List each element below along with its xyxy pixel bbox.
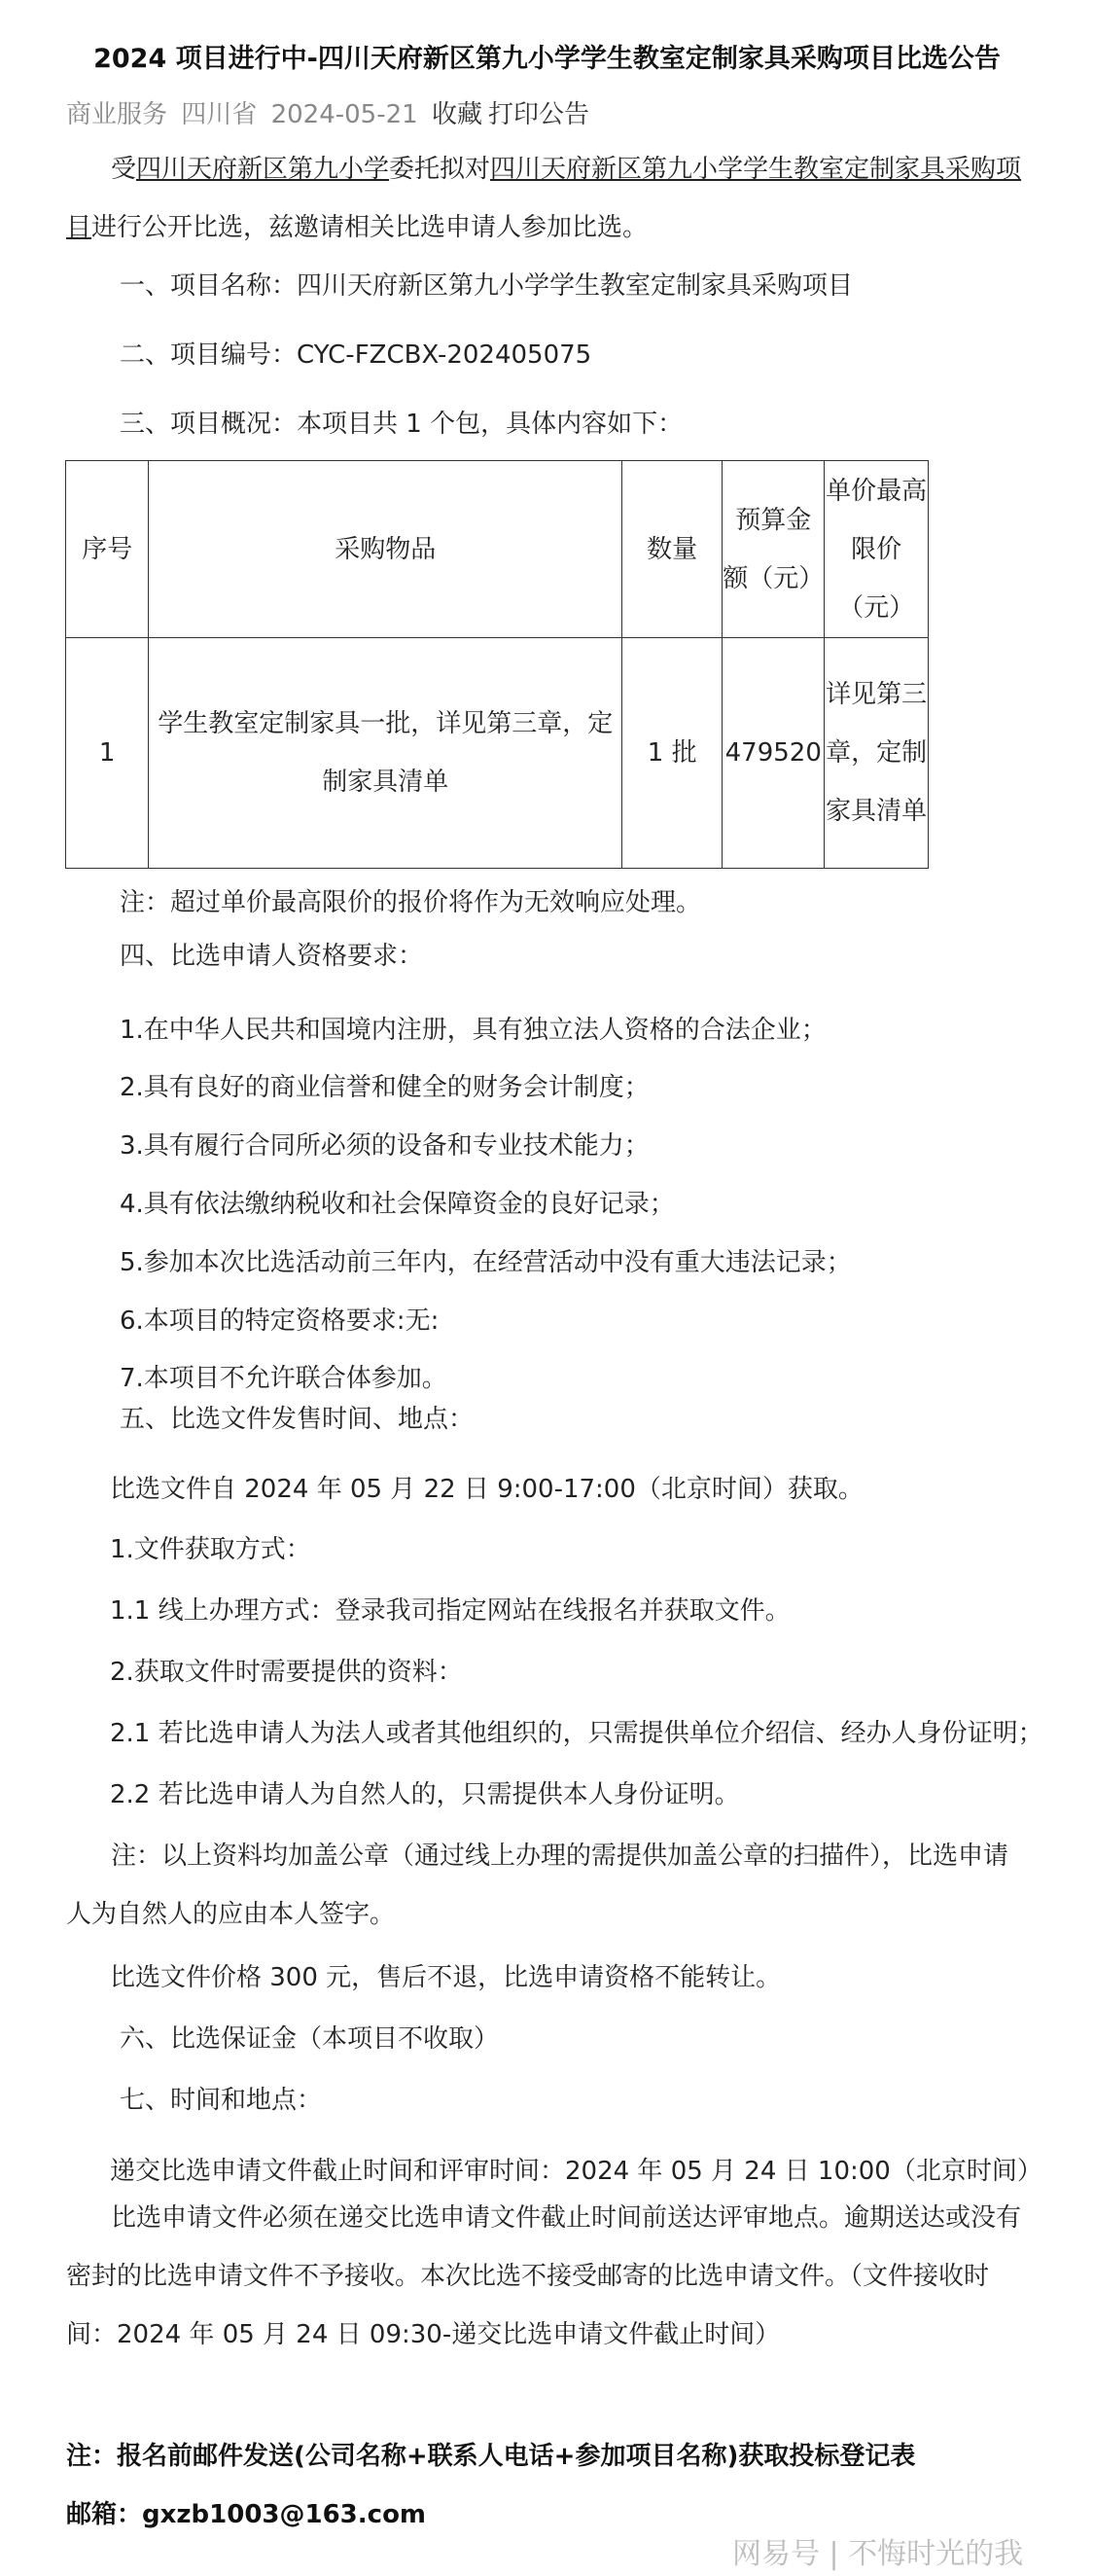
docs-natural-person: 2.2 若比选申请人为自然人的，只需提供本人身份证明。 [110, 1780, 740, 1809]
docs-legal-entity: 2.1 若比选申请人为法人或者其他组织的，只需提供单位介绍信、经办人身份证明； [110, 1719, 1043, 1748]
requirement-item: 1.在中华人民共和国境内注册，具有独立法人资格的合法企业； [120, 1016, 827, 1045]
section-deposit: 六、比选保证金（本项目不收取） [120, 2024, 500, 2054]
email-line [66, 2498, 426, 2531]
col-header-budget: 预算金额（元） [723, 461, 825, 638]
obtain-online: 1.1 线上办理方式：登录我司指定网站在线报名并获取文件。 [110, 1596, 791, 1626]
intro-paragraph [66, 140, 1029, 257]
region-label: 四川省 [181, 100, 258, 129]
project-link[interactable]: 四川天府新区第九小学学生教室定制家具采购项目 [66, 155, 1022, 242]
requirement-item: 5.参加本次比选活动前三年内，在经营活动中没有重大违法记录； [120, 1248, 852, 1277]
date-label: 2024-05-21 [270, 100, 418, 129]
print-link[interactable]: 打印公告 [487, 100, 589, 129]
page-title: 2024 项目进行中-四川天府新区第九小学学生教室定制家具采购项目比选公告 [93, 44, 1001, 74]
meta-bar [66, 94, 595, 130]
requirement-item: 3.具有履行合同所必须的设备和专业技术能力； [120, 1131, 650, 1161]
obtain-method-title: 1.文件获取方式： [110, 1535, 311, 1564]
cell-limit: 详见第三章，定制家具清单 [825, 638, 929, 869]
cell-budget: 479520 [723, 638, 825, 869]
intro-text-1: 受 [111, 155, 137, 184]
docs-title: 2.获取文件时需要提供的资料： [110, 1658, 463, 1687]
price-limit-note: 注：超过单价最高限价的报价将作为无效响应处理。 [120, 888, 702, 917]
col-header-qty: 数量 [622, 461, 723, 638]
col-header-no: 序号 [66, 461, 149, 638]
seal-note: 注：以上资料均加盖公章（通过线上办理的需提供加盖公章的扫描件），比选申请人为自然人的应由本人签字。 [66, 1842, 1009, 1929]
sale-time: 比选文件自 2024 年 05 月 22 日 9:00-17:00（北京时间）获取。 [110, 1475, 864, 1504]
requirement-item: 6.本项目的特定资格要求:无: [120, 1306, 440, 1336]
email-label: 邮箱： [66, 2500, 143, 2529]
section-qualification: 四、比选申请人资格要求： [120, 942, 424, 971]
section-project-number: 二、项目编号：CYC-FZCBX-202405075 [120, 340, 592, 370]
file-price: 比选文件价格 300 元，售后不退，比选申请资格不能转让。 [110, 1963, 782, 1992]
cell-item: 学生教室定制家具一批，详见第三章，定制家具清单 [149, 638, 622, 869]
intro-text-3: 进行公开比选，兹邀请相关比选申请人参加比选。 [91, 213, 649, 242]
deadline-time: 递交比选申请文件截止时间和评审时间：2024 年 05 月 24 日 10:00（北京时间） [110, 2157, 1042, 2186]
cell-qty: 1 批 [622, 638, 723, 869]
table-header-row [66, 461, 929, 638]
col-header-item: 采购物品 [149, 461, 622, 638]
col-header-limit: 单价最高限价（元） [825, 461, 929, 638]
watermark: 网易号 | 不悔时光的我 [732, 2537, 1024, 2571]
requirement-item: 7.本项目不允许联合体参加。 [120, 1364, 447, 1393]
section-time-place: 七、时间和地点： [120, 2086, 323, 2115]
table-row [66, 638, 929, 869]
buyer-link[interactable]: 四川天府新区第九小学 [136, 155, 390, 184]
section-project-name: 一、项目名称：四川天府新区第九小学学生教室定制家具采购项目 [120, 271, 854, 301]
email-address[interactable]: gxzb1003@163.com [142, 2500, 427, 2529]
requirement-item: 2.具有良好的商业信誉和健全的财务会计制度； [120, 1073, 650, 1102]
section-sale: 五、比选文件发售时间、地点： [120, 1405, 475, 1434]
category-label: 商业服务 [66, 100, 168, 129]
items-table [65, 460, 929, 869]
bottom-note: 注：报名前邮件发送(公司名称+联系人电话+参加项目名称)获取投标登记表 [66, 2442, 916, 2471]
section-overview: 三、项目概况：本项目共 1 个包，具体内容如下： [120, 410, 684, 439]
cell-no: 1 [66, 638, 149, 869]
intro-text-2: 委托拟对 [389, 155, 491, 184]
deadline-note: 比选申请文件必须在递交比选申请文件截止时间前送达评审地点。逾期送达或没有密封的比选申请文件不予接收。本次比选不接受邮寄的比选申请文件。（文件接收时间：2024 年 05 月 24 日 09:30-递交比选申请文件截止时间） [66, 2203, 1022, 2349]
favorite-link[interactable]: 收藏 [431, 100, 482, 129]
requirement-item: 4.具有依法缴纳税收和社会保障资金的良好记录； [120, 1190, 675, 1219]
